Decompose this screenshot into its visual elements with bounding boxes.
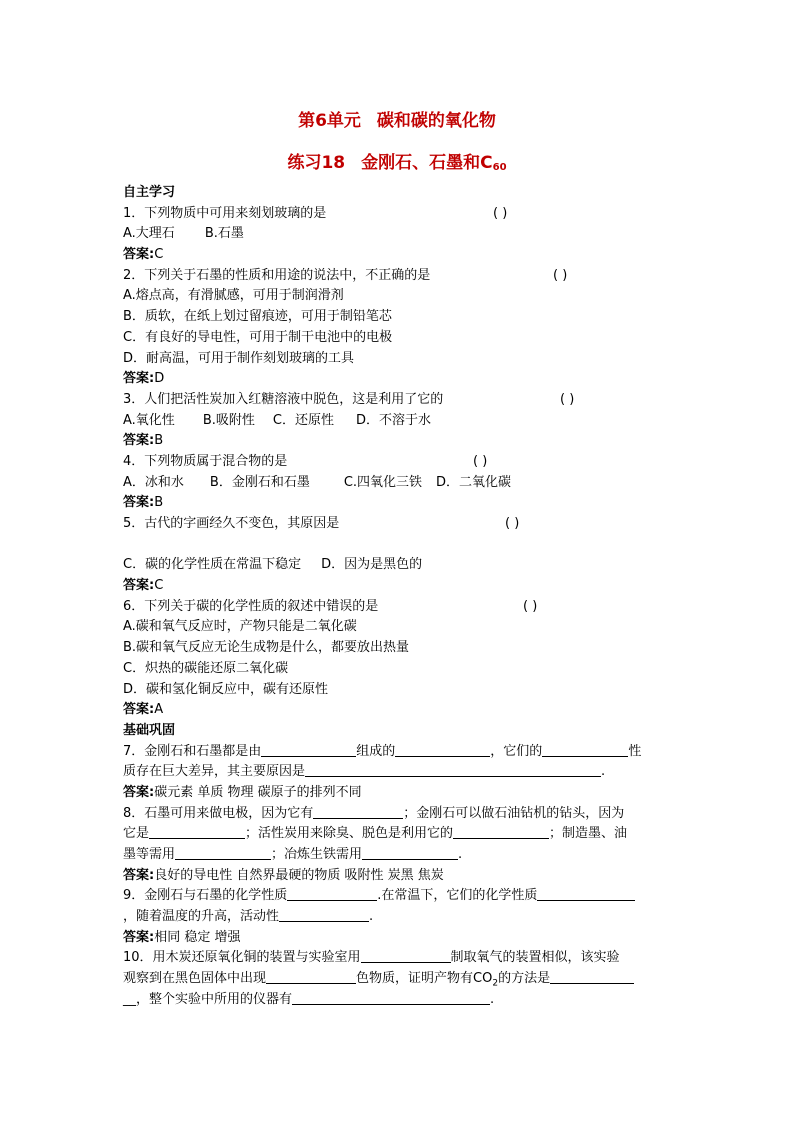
- answer-paren: ( ): [505, 516, 520, 531]
- question-3-answer: 答案:B: [123, 433, 164, 449]
- question-1-answer: 答案:C: [123, 247, 164, 263]
- fill-blank[interactable]: [313, 804, 403, 819]
- question-6-option-c: C．炽热的碳能还原二氧化碳: [123, 660, 289, 676]
- lesson-subscript: 60: [492, 162, 507, 173]
- question-6-option-a: A.碳和氧气反应时，产物只能是二氧化碳: [123, 619, 357, 635]
- blank-line: [123, 535, 671, 556]
- question-7-answer: 答案:碳元素 单质 物理 碳原子的排列不同: [123, 784, 362, 800]
- answer-paren: ( ): [553, 267, 568, 283]
- lesson-name: 金刚石、石墨和C: [361, 153, 493, 173]
- question-10-line-1: 10．用木炭还原氧化铜的装置与实验室用 制取氧气的装置相似，该实验: [123, 950, 620, 966]
- question-2-option-b: B．质软，在纸上划过留痕迹，可用于制铅笔芯: [123, 309, 392, 325]
- fill-blank[interactable]: [266, 969, 356, 984]
- question-6-option-b: B.碳和氧气反应无论生成物是什么，都要放出热量: [123, 640, 410, 656]
- lesson-title: [0, 148, 794, 173]
- unit-number: 第6单元: [298, 111, 361, 131]
- question-3-options: A.氧化性 B.吸附性 C．还原性 D．不溶于水: [123, 412, 431, 428]
- fill-blank[interactable]: [292, 990, 490, 1005]
- unit-name: 碳和碳的氧化物: [376, 111, 496, 131]
- question-8-line-3: 墨等需用 ；冶炼生铁需用 .: [123, 847, 463, 862]
- fill-blank[interactable]: [537, 886, 635, 901]
- answer-paren: ( ): [493, 205, 508, 221]
- question-10-line-2: 观察到在黑色固体中出现 色物质，证明产物有$CO_2$的方法是: [123, 969, 671, 990]
- question-3-stem: 3．人们把活性炭加入红糖溶液中脱色，这是利用了它的 ( ): [123, 390, 671, 411]
- section-consolidation: 基础巩固: [123, 722, 176, 738]
- question-4-answer: 答案:B: [123, 495, 164, 511]
- question-4-stem: 4．下列物质属于混合物的是 ( ): [123, 452, 671, 473]
- fill-blank[interactable]: [550, 969, 634, 984]
- question-7-line-1: 7．金刚石和石墨都是由 组成的 ，它们的 性: [123, 743, 642, 759]
- question-8-line-1: 8．石墨可用来做电极，因为它有 ；金刚石可以做石油钻机的钻头，因为: [123, 805, 625, 821]
- question-6-option-d: D．碳和氢化铜反应中，碳有还原性: [123, 681, 329, 697]
- fill-blank[interactable]: [453, 824, 549, 839]
- question-5-options: C．碳的化学性质在常温下稳定 D．因为是黑色的: [123, 557, 423, 573]
- question-5-answer: 答案:C: [123, 578, 164, 594]
- section-self-study: 自主学习: [123, 185, 176, 200]
- question-7-line-2: 质存在巨大差异，其主要原因是 .: [123, 764, 606, 780]
- fill-blank[interactable]: [149, 824, 245, 839]
- question-2-option-d: D．耐高温，可用于制作刻划玻璃的工具: [123, 350, 355, 366]
- question-6-stem: 6．下列关于碳的化学性质的叙述中错误的是 ( ): [123, 597, 671, 618]
- fill-blank[interactable]: [287, 886, 377, 901]
- question-1-options: A.大理石 B.石墨: [123, 226, 244, 242]
- question-5-stem: 5．古代的字画经久不变色，其原因是 ( ): [123, 514, 671, 535]
- answer-paren: ( ): [523, 598, 538, 614]
- question-2-option-a: A.熔点高，有滑腻感，可用于制润滑剂: [123, 288, 344, 304]
- question-2-stem: 2．下列关于石墨的性质和用途的说法中，不正确的是 ( ): [123, 266, 671, 287]
- question-8-line-2: 它是 ；活性炭用来除臭、脱色是利用它的 ；制造墨、油: [123, 826, 628, 842]
- question-8-answer: 答案:良好的导电性 自然界最硬的物质 吸附性 炭黑 焦炭: [123, 867, 444, 883]
- answer-paren: ( ): [560, 391, 575, 407]
- question-4-options: A．冰和水 B．金刚石和石墨 C.四氧化三铁 D．二氧化碳: [123, 474, 512, 490]
- unit-title: [0, 106, 794, 131]
- fill-blank[interactable]: [175, 845, 271, 860]
- fill-blank[interactable]: [279, 907, 369, 922]
- fill-blank[interactable]: [261, 742, 356, 757]
- exercise-content: [123, 183, 671, 1011]
- question-10-line-3: __，整个实验中所用的仪器有 .: [123, 991, 495, 1007]
- question-6-answer: 答案:A: [123, 702, 164, 718]
- question-9-line-1: 9．金刚石与石墨的化学性质 .在常温下，它们的化学性质: [123, 886, 671, 907]
- answer-paren: ( ): [473, 453, 488, 469]
- fill-blank[interactable]: [305, 762, 601, 777]
- fill-blank[interactable]: [361, 948, 451, 963]
- fill-blank[interactable]: [542, 742, 628, 757]
- question-1-stem: 1．下列物质中可用来刻划玻璃的是 ( ): [123, 204, 671, 225]
- question-9-line-2: ，随着温度的升高，活动性 .: [123, 909, 374, 925]
- fill-blank[interactable]: [395, 742, 490, 757]
- question-9-answer: 答案:相同 稳定 增强: [123, 929, 241, 945]
- lesson-number: 练习18: [287, 153, 346, 173]
- fill-blank[interactable]: [362, 845, 458, 860]
- question-2-answer: 答案:D: [123, 371, 165, 387]
- question-2-option-c: C．有良好的导电性，可用于制干电池中的电极: [123, 329, 393, 345]
